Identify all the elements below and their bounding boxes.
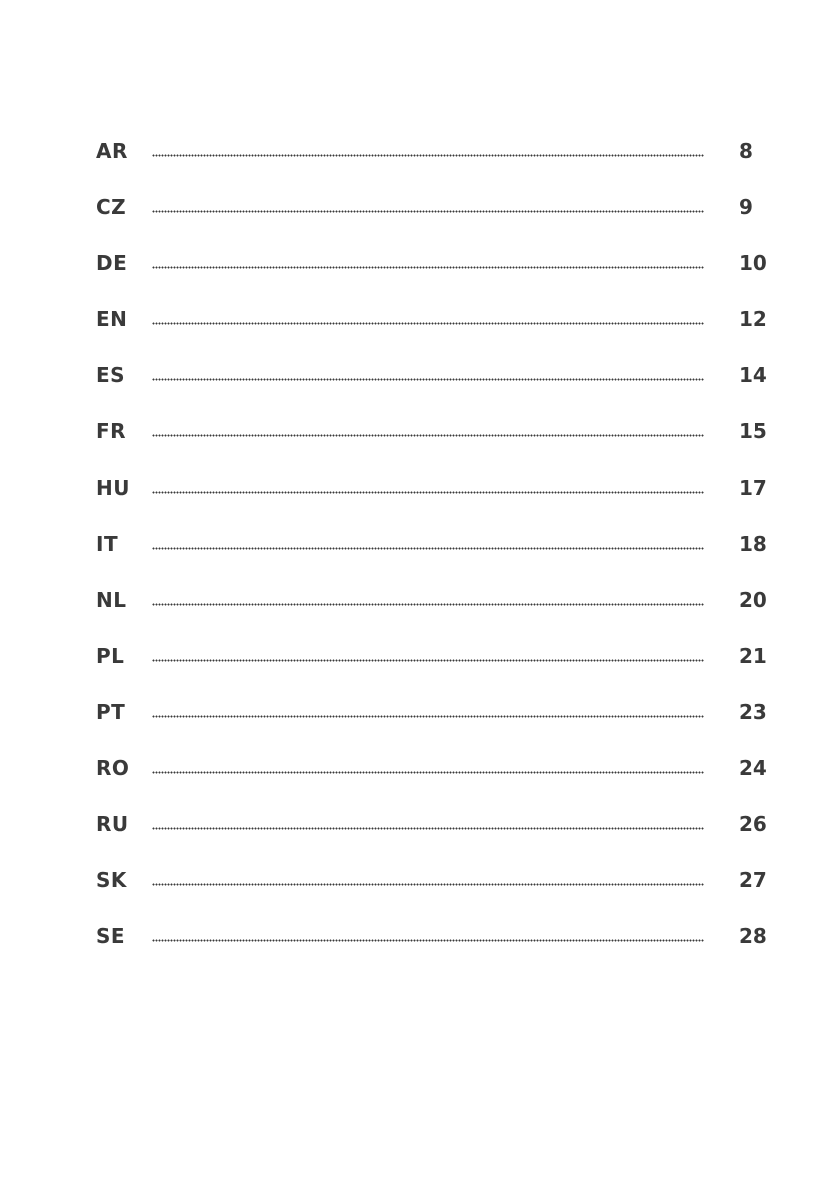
language-code: RO — [96, 756, 130, 781]
language-code: NL — [96, 587, 127, 612]
dot-leader — [152, 659, 704, 662]
toc-entry-ar[interactable] — [96, 133, 776, 189]
dot-leader — [152, 434, 704, 437]
language-code: AR — [96, 139, 128, 163]
page-number: 26 — [739, 812, 767, 837]
dot-leader — [152, 771, 704, 774]
dot-leader — [152, 154, 704, 157]
dot-leader — [152, 715, 704, 718]
page-number: 23 — [739, 699, 767, 724]
dot-leader — [152, 603, 704, 606]
language-code: SK — [96, 868, 127, 893]
page-number: 8 — [739, 139, 753, 163]
dot-leader — [152, 939, 704, 942]
toc-entry-de[interactable] — [96, 245, 776, 301]
dot-leader — [152, 378, 704, 381]
language-code: IT — [96, 531, 119, 556]
table-of-contents — [96, 133, 776, 974]
page-number: 20 — [739, 587, 767, 612]
dot-leader — [152, 547, 704, 550]
language-code: RU — [96, 812, 129, 837]
page-number: 9 — [739, 195, 753, 220]
toc-entry-pt[interactable] — [96, 694, 776, 750]
dot-leader — [152, 210, 704, 213]
toc-entry-cz[interactable] — [96, 189, 776, 245]
page-number: 15 — [739, 419, 767, 444]
toc-entry-fr[interactable] — [96, 413, 776, 469]
page-number: 14 — [739, 363, 767, 388]
language-code: EN — [96, 307, 128, 332]
language-code: FR — [96, 419, 127, 444]
page-number: 10 — [739, 251, 767, 276]
dot-leader — [152, 883, 704, 886]
page-number: 24 — [739, 756, 767, 781]
page-number: 17 — [739, 475, 767, 500]
toc-entry-it[interactable] — [96, 526, 776, 582]
page-number: 28 — [739, 924, 767, 949]
toc-entry-nl[interactable] — [96, 582, 776, 638]
page-number: 21 — [739, 643, 767, 668]
dot-leader — [152, 266, 704, 269]
dot-leader — [152, 827, 704, 830]
language-code: PL — [96, 643, 125, 668]
language-code: CZ — [96, 195, 127, 220]
toc-entry-hu[interactable] — [96, 470, 776, 526]
language-code: SE — [96, 924, 126, 949]
toc-entry-se[interactable] — [96, 918, 776, 974]
page-number: 12 — [739, 307, 767, 332]
language-code: DE — [96, 251, 128, 276]
toc-entry-ru[interactable] — [96, 806, 776, 862]
dot-leader — [152, 491, 704, 494]
dot-leader — [152, 322, 704, 325]
toc-entry-en[interactable] — [96, 301, 776, 357]
page-number: 18 — [739, 531, 767, 556]
page-number: 27 — [739, 868, 767, 893]
toc-entry-sk[interactable] — [96, 862, 776, 918]
toc-entry-ro[interactable] — [96, 750, 776, 806]
language-code: HU — [96, 475, 130, 500]
language-code: PT — [96, 699, 126, 724]
language-code: ES — [96, 363, 126, 388]
toc-entry-es[interactable] — [96, 357, 776, 413]
toc-entry-pl[interactable] — [96, 638, 776, 694]
